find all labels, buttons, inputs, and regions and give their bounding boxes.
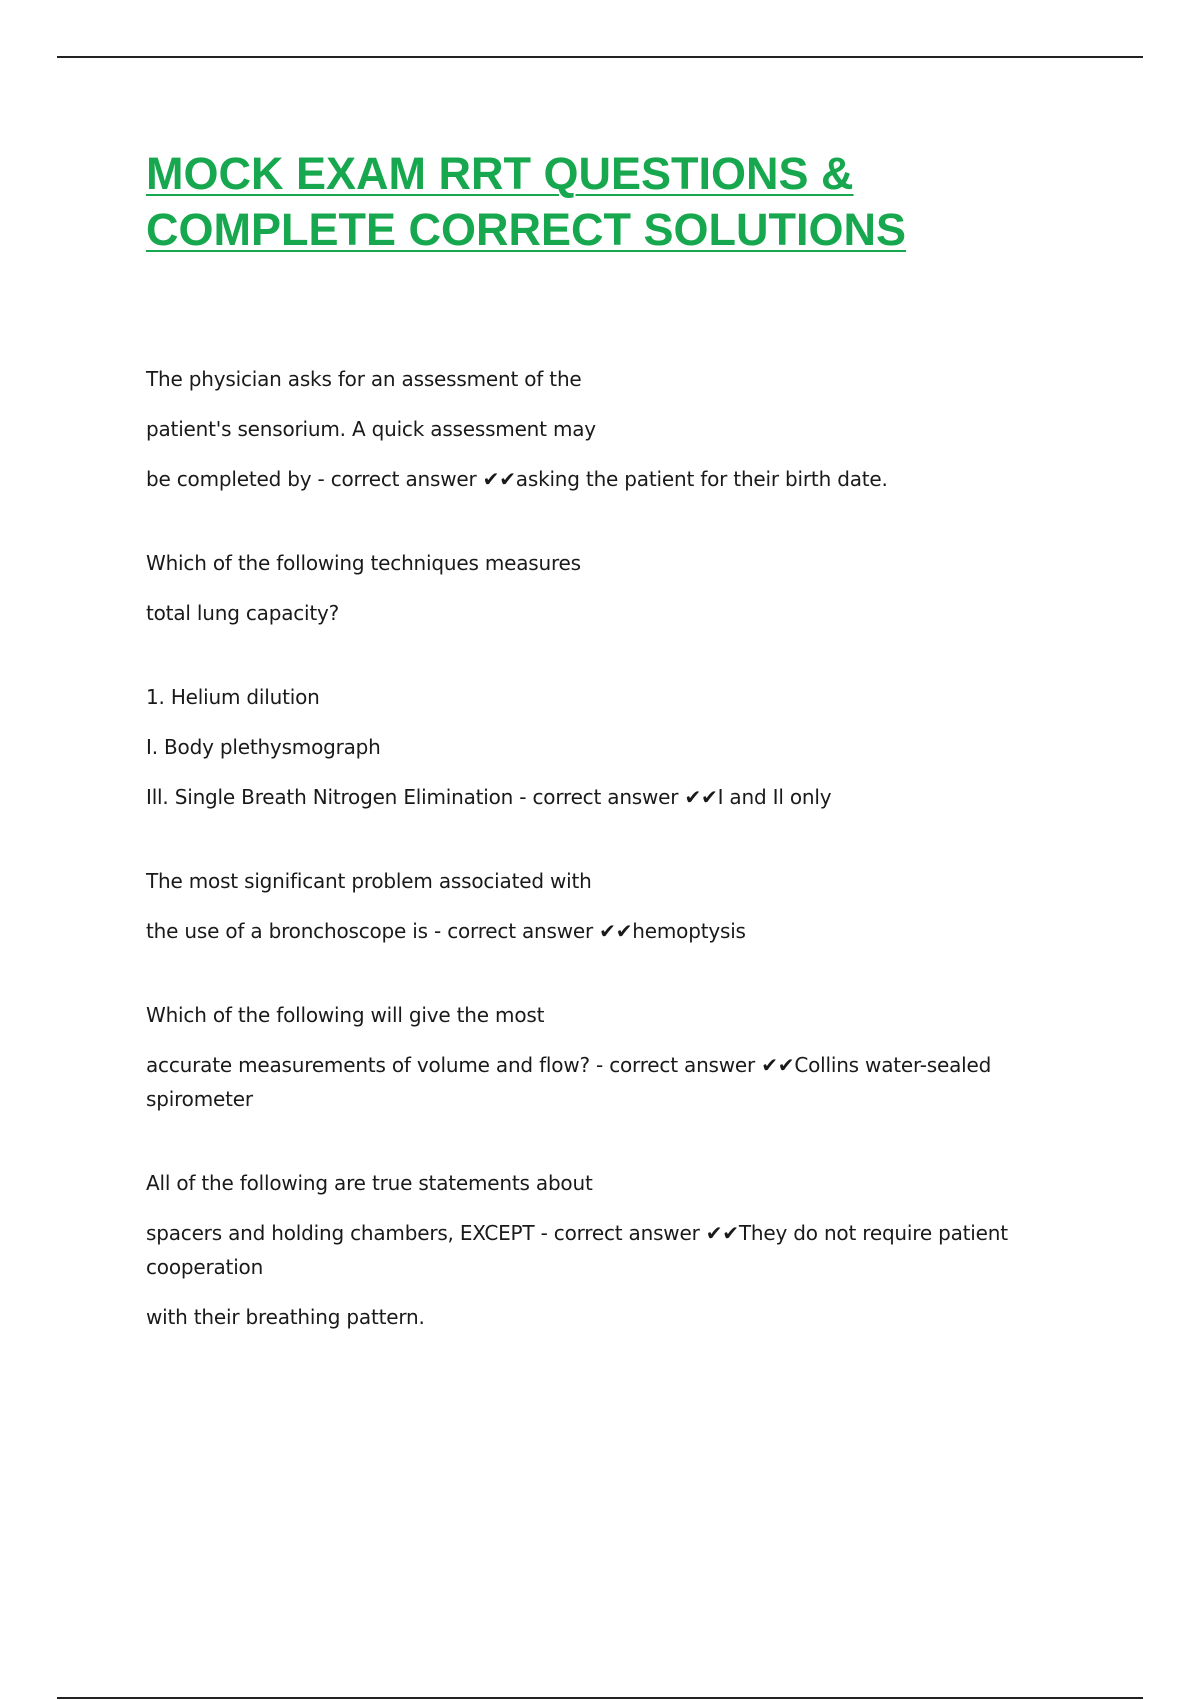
title-line-2: COMPLETE CORRECT SOLUTIONS bbox=[146, 204, 907, 255]
option-line: I. Body plethysmograph bbox=[146, 735, 381, 759]
document-body bbox=[146, 146, 1046, 1384]
title-line-1: MOCK EXAM RRT QUESTIONS & bbox=[146, 148, 854, 199]
option-line: 1. Helium dilution bbox=[146, 685, 320, 709]
qa-item-1 bbox=[146, 362, 1046, 496]
qa-item-6 bbox=[146, 1166, 1046, 1334]
text-line: the use of a bronchoscope is - correct answer ✔✔hemoptysis bbox=[146, 919, 746, 943]
qa-item-5 bbox=[146, 998, 1046, 1116]
text-line: Which of the following techniques measures bbox=[146, 551, 581, 575]
option-line: Ill. Single Breath Nitrogen Elimination - correct answer ✔✔I and Il only bbox=[146, 785, 832, 809]
bottom-rule bbox=[57, 1697, 1143, 1699]
text-line: accurate measurements of volume and flow? - correct answer ✔✔Collins water-sealed spirometer bbox=[146, 1053, 992, 1111]
text-line: total lung capacity? bbox=[146, 601, 340, 625]
qa-item-2 bbox=[146, 546, 1046, 630]
text-line: with their breathing pattern. bbox=[146, 1305, 425, 1329]
qa-item-3-options bbox=[146, 680, 1046, 814]
text-line: patient's sensorium. A quick assessment may bbox=[146, 417, 596, 441]
top-rule bbox=[57, 56, 1143, 58]
text-line: be completed by - correct answer ✔✔asking the patient for their birth date. bbox=[146, 467, 888, 491]
qa-item-4 bbox=[146, 864, 1046, 948]
text-line: spacers and holding chambers, EXCEPT - correct answer ✔✔They do not require patient cooperation bbox=[146, 1221, 1008, 1279]
text-line: The physician asks for an assessment of the bbox=[146, 367, 582, 391]
text-line: Which of the following will give the most bbox=[146, 1003, 545, 1027]
text-line: The most significant problem associated with bbox=[146, 869, 592, 893]
text-line: All of the following are true statements about bbox=[146, 1171, 593, 1195]
document-title bbox=[146, 146, 1046, 258]
